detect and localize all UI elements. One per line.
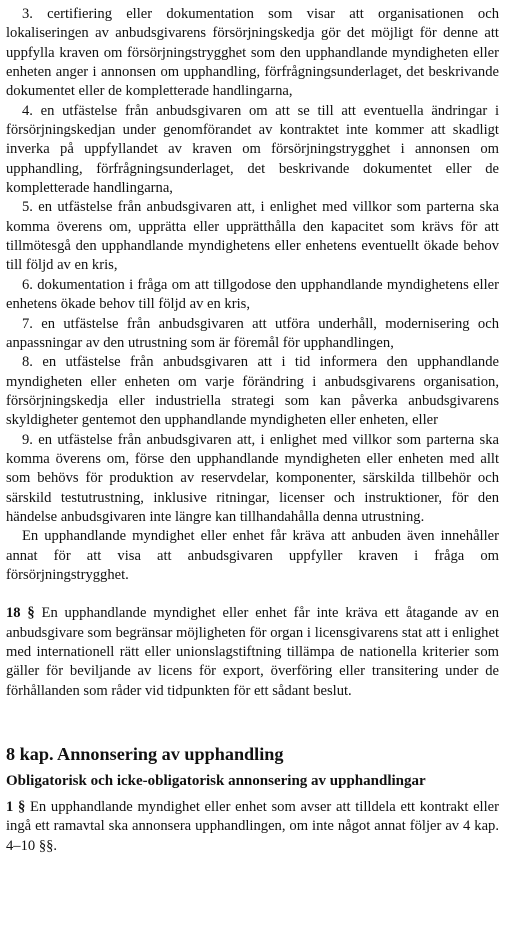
- list-item-8: 8. en utfästelse från anbudsgivaren att i tid informera den upphandlande myndigheten eller enheten om varje förändring i anbudsgivarens organisation, försörjningskedja eller industriella strategi som kan påverka anbudsgivarens skyldigheter gentemot den upphandlande myndigheten eller enheten, eller: [6, 354, 499, 429]
- list-item-9: 9. en utfästelse från anbudsgivaren att, i enlighet med villkor som parterna ska komma överens om, förse den upphandlande myndigheten eller enheten med allt som behövs för produktion av reservdelar, komponenter, särskilda tillbehör och särskild testutrustning, inklusive ritningar, licenser och instruktioner, för den händelse anbudsgivaren inte längre kan tillhandahålla denna utrustning.: [6, 431, 499, 525]
- section-subheading: Obligatorisk och icke-obligatorisk annonsering av upphandlingar: [6, 773, 426, 790]
- spacer: [6, 791, 499, 798]
- section-18-text: En upphandlande myndighet eller enhet får inte kräva ett åtagande av en anbudsgivare som begränsar möjligheten för organ i licensgivarens stat att i enlighet med internationell rätt eller unionslagstiftning tillämpa de nationella kriterier som gäller för beviljande av licens för export, överföring eller transitering under de förhållanden som råder vid tidpunkten för ett sådant beslut.: [6, 605, 499, 699]
- list-item-3: 3. certifiering eller dokumentation som visar att organisationen och lokaliseringen av anbudsgivarens försörjningskedja gör det möjligt för denne att uppfylla kraven om försörjningstrygghet som den upphandlande myndigheten eller enheten anger i annonsen om upphandling, förfrågningsunderlaget, det beskrivande dokumentet eller de kompletterade handlingarna,: [6, 6, 499, 100]
- spacer: [6, 701, 499, 743]
- document-page: [6, 5, 499, 856]
- list-item-5: 5. en utfästelse från anbudsgivaren att, i enlighet med villkor som parterna ska komma överens om, upprätta eller upprätthålla den kapacitet som krävs för att tillmötesgå den upphandlande myndighetens eller enhetens eventuellt ökade behov till följd av en kris,: [6, 199, 499, 274]
- section-18-paragraph: [6, 604, 499, 701]
- closing-paragraph: En upphandlande myndighet eller enhet får kräva att anbuden även innehåller annat för att visa att anbudsgivaren uppfyller kraven i fråga om försörjningstrygghet.: [6, 528, 499, 583]
- section-1-paragraph: [6, 798, 499, 856]
- spacer: [6, 765, 499, 772]
- spacer: [6, 585, 499, 604]
- section-1-number: 1 §: [6, 799, 26, 816]
- list-item-4: 4. en utfästelse från anbudsgivaren om att se till att eventuella ändringar i försörjningskedjan under genomförandet av kontraktet inte kommer att skadligt inverka på uppfyllandet av kraven om försörjningstrygghet i annonsen om upphandling, förfrågningsunderlaget, det beskrivande dokumentet eller de kompletterade handlingarna,: [6, 102, 499, 197]
- list-item-6: 6. dokumentation i fråga om att tillgodose den upphandlande myndighetens eller enhetens ökade behov till följd av en kris,: [6, 276, 499, 313]
- section-18-number: 18 §: [6, 605, 35, 622]
- section-1-text: En upphandlande myndighet eller enhet som avser att tilldela ett kontrakt eller ingå ett ramavtal ska annonsera upphandlingen, om inte något annat följer av 4 kap. 4–10 §§.: [6, 799, 499, 854]
- chapter-heading: 8 kap. Annonsering av upphandling: [6, 744, 284, 765]
- list-item-7: 7. en utfästelse från anbudsgivaren att utföra underhåll, modernisering och anpassningar av den utrustning som är föremål för upphandlingen,: [6, 315, 499, 351]
